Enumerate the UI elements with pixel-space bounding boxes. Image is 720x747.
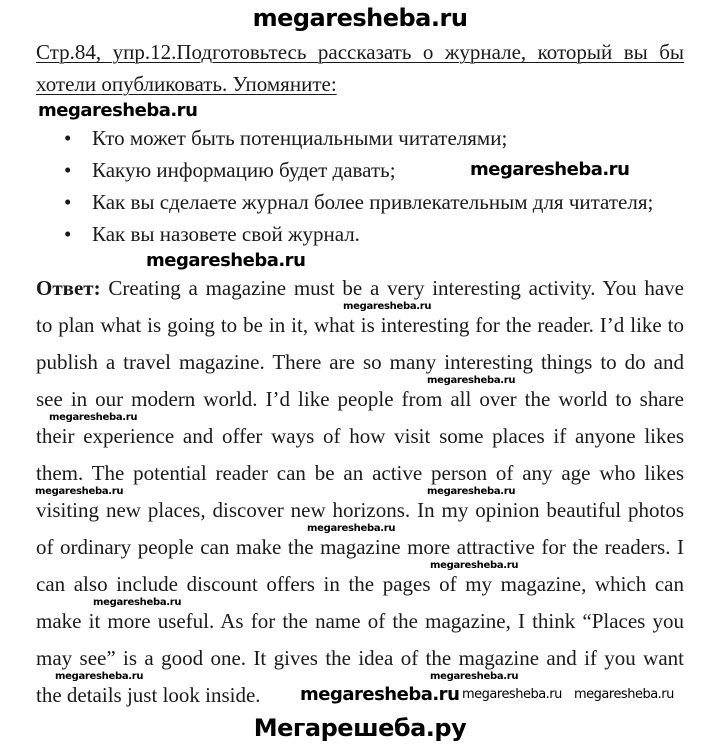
watermark: megaresheba.ru: [470, 159, 630, 180]
watermark: megaresheba.ru: [35, 486, 124, 497]
answer-line: of ordinary people can make the magazine more attractive for the readers. I: [36, 535, 684, 559]
watermark: megaresheba.ru: [430, 560, 519, 571]
bullet-item: • Как вы сделаете журнал более привлекательным для читателя;: [64, 190, 653, 214]
watermark: megaresheba.ru: [462, 687, 562, 702]
watermark: megaresheba.ru: [55, 671, 144, 682]
bullet-item: • Кто может быть потенциальными читателями;: [64, 126, 507, 150]
watermark: megaresheba.ru: [49, 412, 138, 423]
watermark: megaresheba.ru: [430, 671, 519, 682]
watermark: megaresheba.ru: [146, 250, 306, 271]
answer-line: their experience and offer ways of how visit some places if anyone likes: [36, 424, 684, 448]
answer-line: the details just look inside.: [36, 683, 261, 707]
task-line-2: хотели опубликовать. Упомяните:: [36, 72, 337, 96]
watermark: megaresheba.ru: [300, 684, 460, 705]
watermark: megaresheba.ru: [93, 597, 182, 608]
answer-line: make it more useful. As for the name of the magazine, I think “Places you: [36, 609, 684, 633]
watermark: megaresheba.ru: [427, 375, 516, 386]
watermark: megaresheba.ru: [574, 687, 674, 702]
answer-line: visiting new places, discover new horizons. In my opinion beautiful photos: [36, 498, 684, 522]
answer-line: them. The potential reader can be an active person of any age who likes: [36, 461, 684, 485]
watermark: megaresheba.ru: [427, 486, 516, 497]
answer-line: see in our modern world. I’d like people from all over the world to share: [36, 387, 684, 411]
bullet-item: • Какую информацию будет давать;: [64, 158, 396, 182]
task-line-1: Стр.84, упр.12.Подготовьтесь рассказать о журнале, который вы бы: [36, 40, 684, 64]
answer-line: can also include discount offers in the pages of my magazine, which can: [36, 572, 684, 596]
answer-line: Ответ: Creating a magazine must be a very interesting activity. You have: [36, 276, 684, 300]
answer-label: Ответ:: [36, 276, 101, 300]
watermark: megaresheba.ru: [38, 100, 198, 121]
watermark: megaresheba.ru: [343, 301, 432, 312]
watermark: megaresheba.ru: [307, 523, 396, 534]
bullet-item: • Как вы назовете свой журнал.: [64, 222, 360, 246]
watermark-header: megaresheba.ru: [252, 4, 468, 32]
answer-line: may see” is a good one. It gives the idea of the magazine and if you want: [36, 646, 684, 670]
answer-line: publish a travel magazine. There are so many interesting things to do and: [36, 350, 684, 374]
answer-line: to plan what is going to be in it, what is interesting for the reader. I’d like to: [36, 313, 684, 337]
watermark-footer: Мегарешеба.ру: [253, 714, 467, 742]
